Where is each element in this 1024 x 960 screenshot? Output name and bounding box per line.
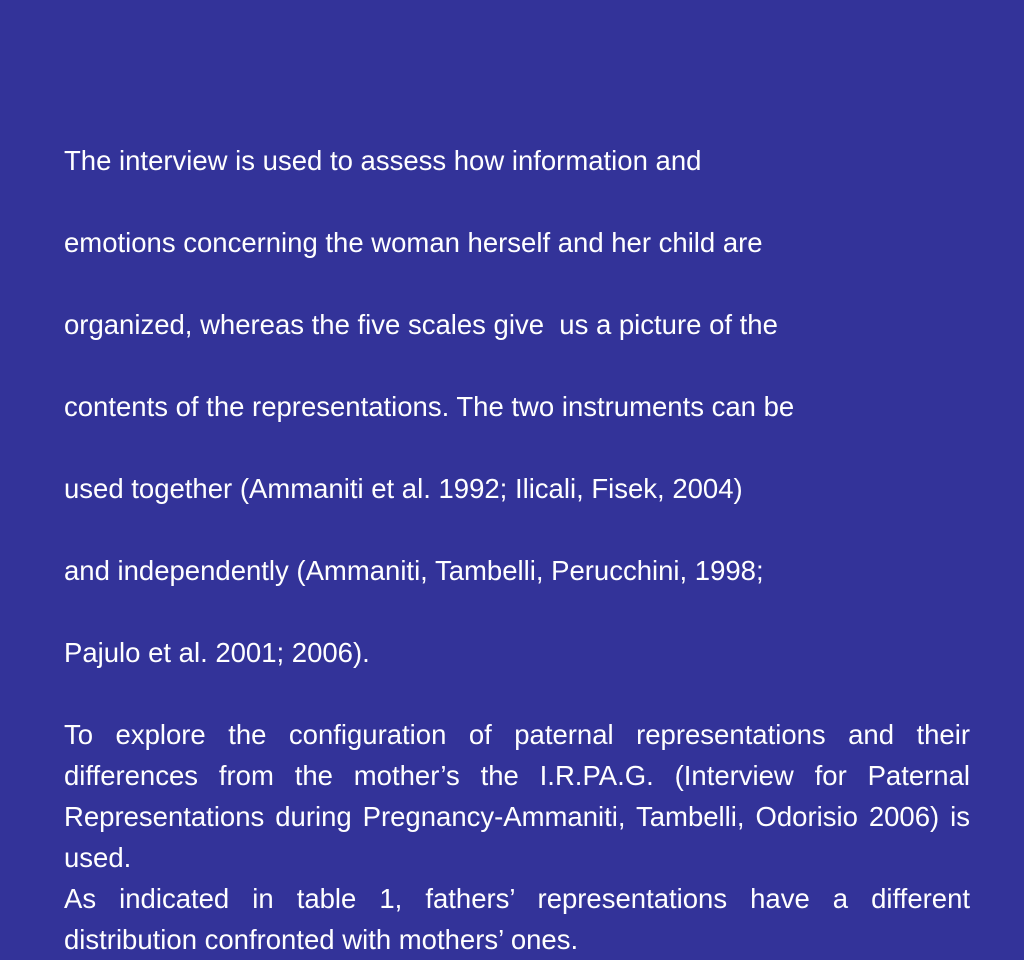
paragraph-table-reference: As indicated in table 1, fathers’ representations have a different distribution confronted with mothers’ ones. bbox=[64, 883, 970, 955]
paragraph-interview-description bbox=[64, 99, 970, 714]
paragraph-line: The interview is used to assess how information and bbox=[64, 145, 702, 176]
paragraph-paternal-representations: To explore the configuration of paternal representations and their differences from the mother’s the I.R.PA.G. (Interview for Paternal Representations during Pregnancy-Ammaniti, Tambelli, Odorisio 2006) is used. bbox=[64, 719, 970, 873]
paragraph-line: emotions concerning the woman herself and her child are bbox=[64, 227, 763, 258]
slide-text-block bbox=[64, 99, 970, 960]
paragraph-line: contents of the representations. The two instruments can be bbox=[64, 391, 795, 422]
paragraph-line: used together (Ammaniti et al. 1992; Ilicali, Fisek, 2004) bbox=[64, 473, 743, 504]
paragraph-line: Pajulo et al. 2001; 2006). bbox=[64, 637, 370, 668]
paragraph-line: and independently (Ammaniti, Tambelli, Perucchini, 1998; bbox=[64, 555, 764, 586]
paragraph-line: organized, whereas the five scales give us a picture of the bbox=[64, 309, 778, 340]
